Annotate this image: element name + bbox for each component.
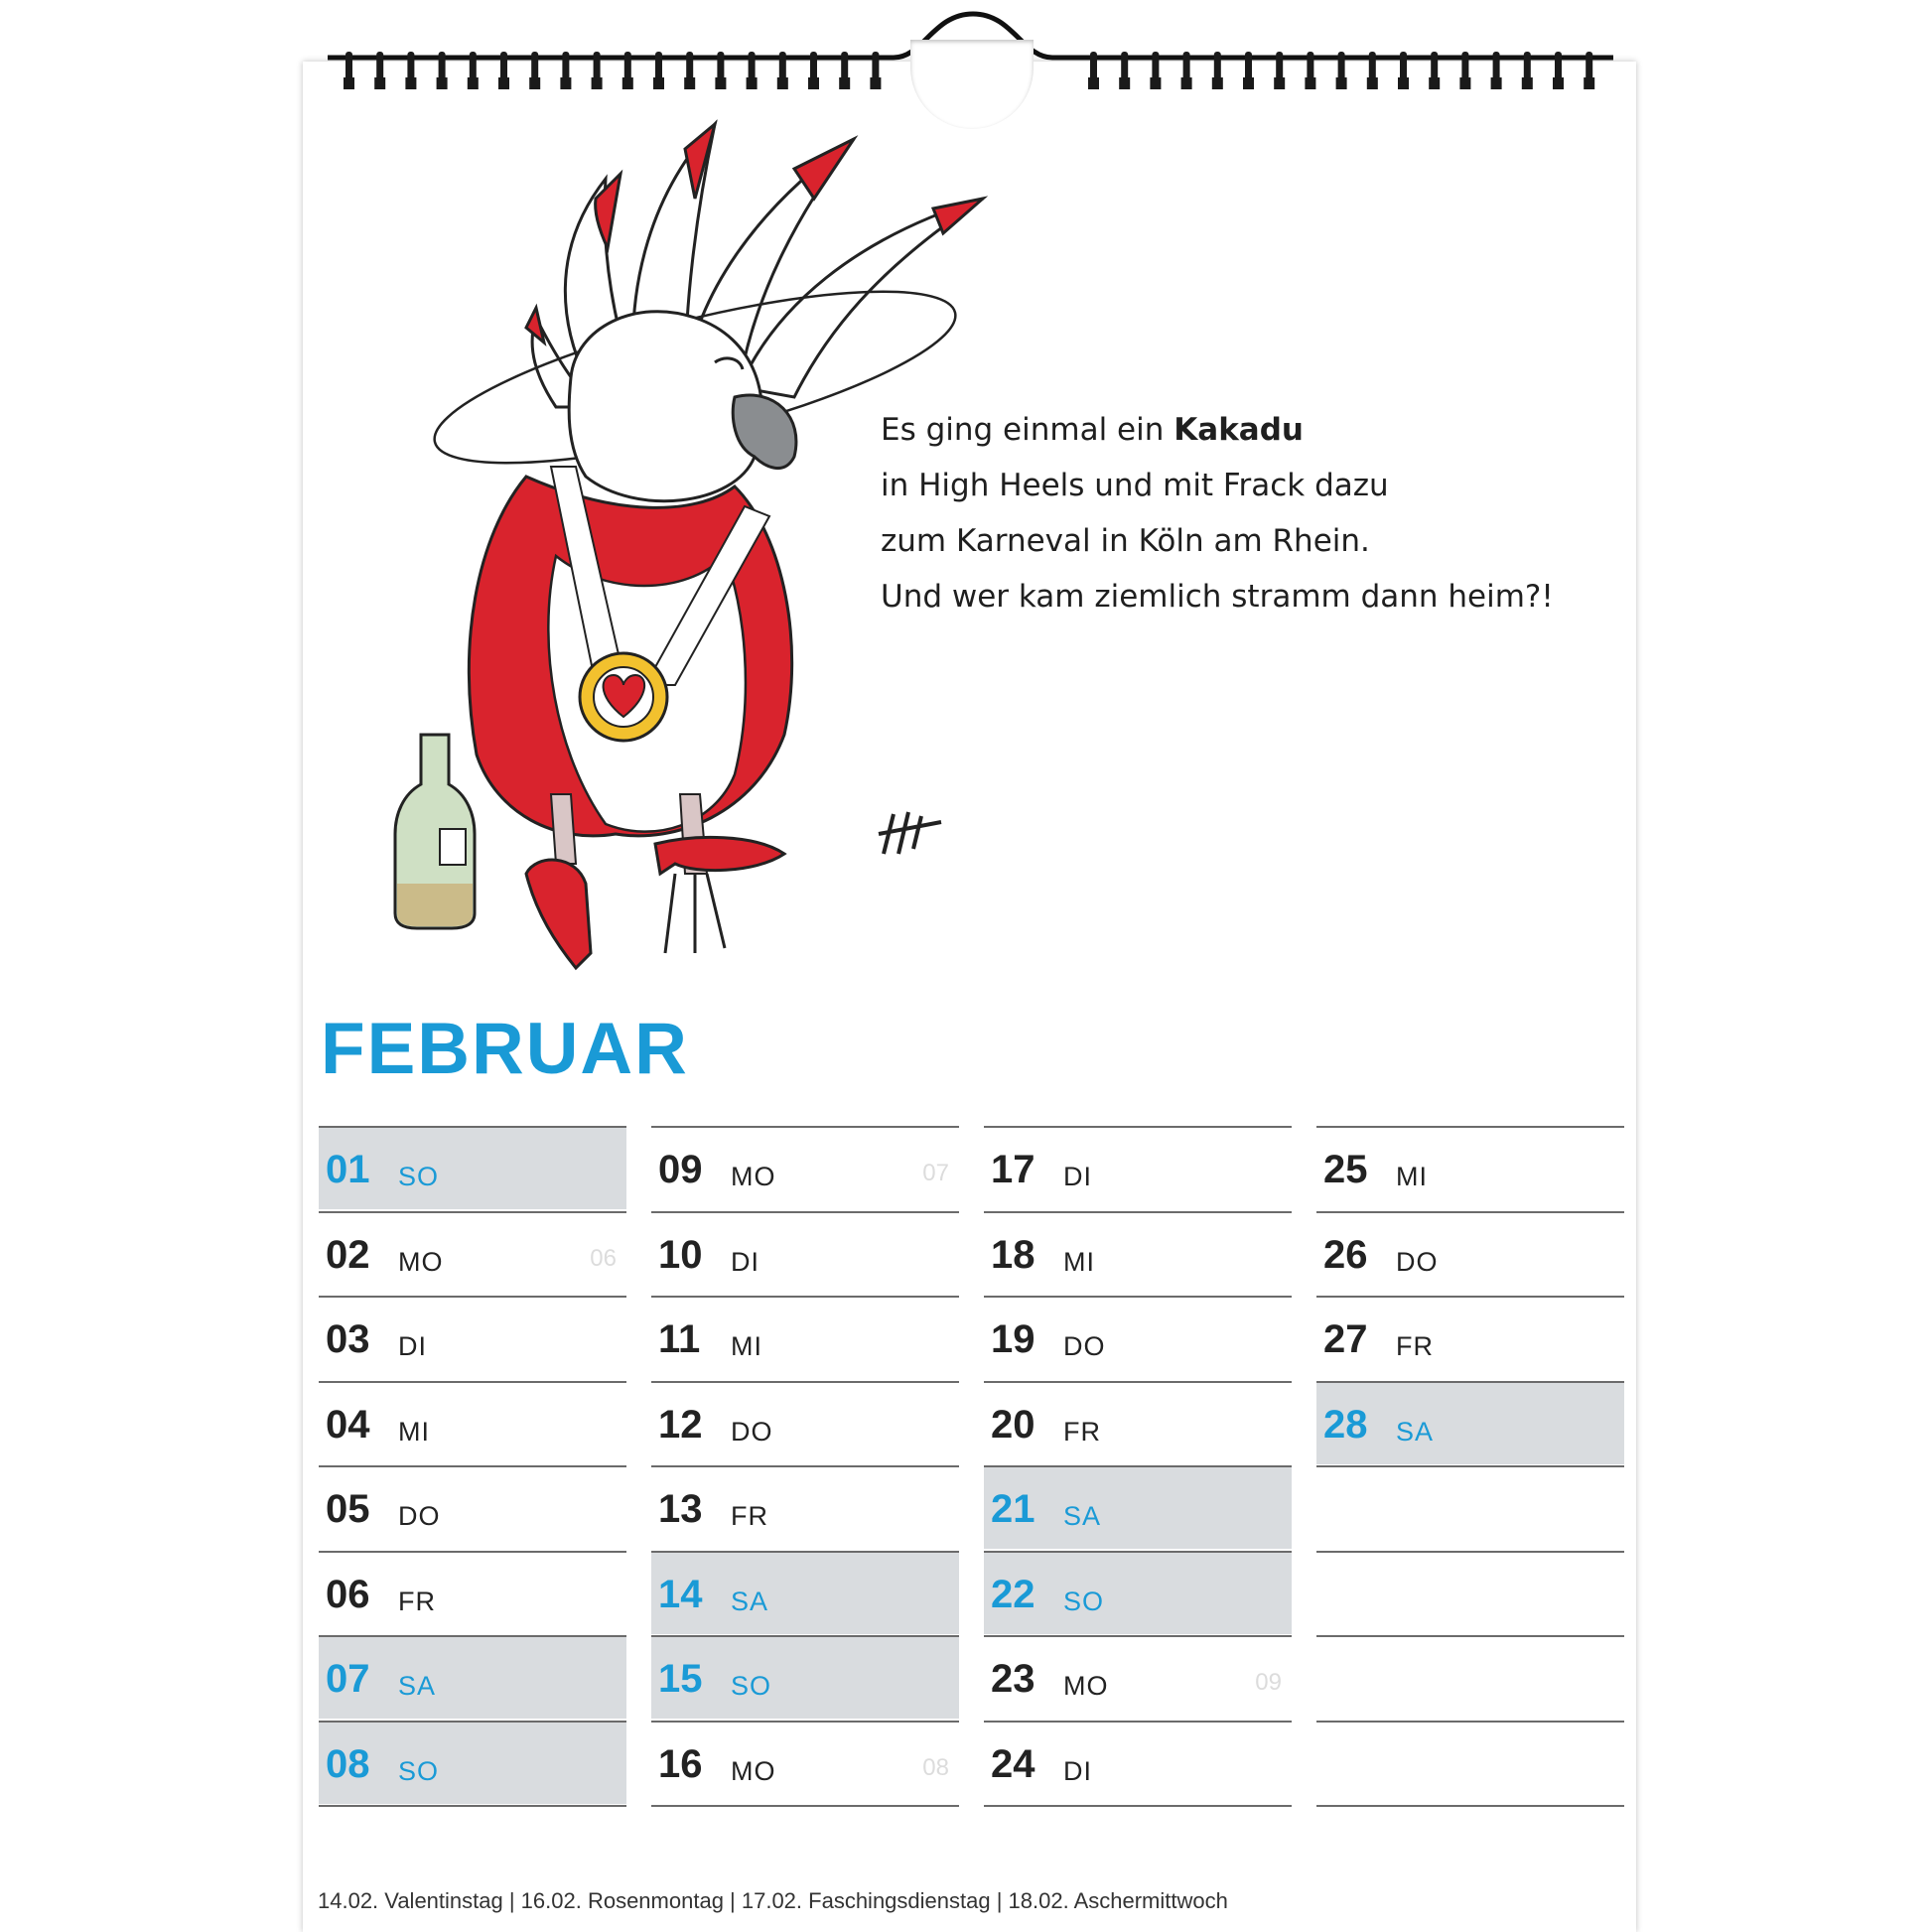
week-number: 08 bbox=[922, 1753, 949, 1781]
day-number: 01 bbox=[326, 1148, 370, 1191]
weekday-label: SO bbox=[1063, 1586, 1105, 1616]
day-cell-03 bbox=[319, 1296, 626, 1379]
day-cell-14 bbox=[651, 1551, 959, 1634]
weekday-label: FR bbox=[1396, 1331, 1434, 1361]
day-cell-15 bbox=[651, 1635, 959, 1719]
day-number: 03 bbox=[326, 1317, 370, 1361]
poem-line-3: zum Karneval in Köln am Rhein. bbox=[881, 523, 1370, 559]
day-number: 22 bbox=[991, 1572, 1035, 1616]
week-number: 06 bbox=[590, 1244, 617, 1272]
weekday-label: SA bbox=[731, 1586, 769, 1616]
poem-line-4: Und wer kam ziemlich stramm dann heim?! bbox=[881, 579, 1554, 615]
day-number: 07 bbox=[326, 1657, 370, 1701]
holiday-footer: 14.02. Valentinstag | 16.02. Rosenmontag | 17.02. Faschingsdienstag | 18.02. Aschermittwoch bbox=[318, 1888, 1228, 1913]
poem-line-1: Es ging einmal ein Kakadu bbox=[881, 412, 1304, 448]
day-number: 27 bbox=[1323, 1317, 1368, 1361]
day-number: 12 bbox=[658, 1402, 703, 1447]
day-cell-19 bbox=[984, 1296, 1292, 1379]
day-cell-27 bbox=[1316, 1296, 1624, 1379]
day-cell-22 bbox=[984, 1551, 1292, 1634]
day-number: 06 bbox=[326, 1572, 370, 1616]
weekday-label: FR bbox=[731, 1501, 768, 1531]
grid-bottom-rule bbox=[319, 1805, 626, 1807]
grid-bottom-rule bbox=[984, 1805, 1292, 1807]
day-cell-20 bbox=[984, 1381, 1292, 1464]
day-number: 13 bbox=[658, 1487, 703, 1531]
weekday-label: MI bbox=[1396, 1162, 1428, 1191]
weekday-label: DI bbox=[1063, 1755, 1092, 1786]
day-cell-09 bbox=[651, 1126, 959, 1209]
day-number: 18 bbox=[991, 1232, 1035, 1277]
day-number: 09 bbox=[658, 1148, 703, 1191]
day-number: 23 bbox=[991, 1657, 1035, 1701]
day-cell-23 bbox=[984, 1635, 1292, 1719]
month-title: FEBRUAR bbox=[321, 1009, 689, 1089]
day-number: 11 bbox=[658, 1317, 701, 1361]
day-number: 05 bbox=[326, 1487, 370, 1531]
day-cell-05 bbox=[319, 1465, 626, 1549]
weekday-label: DO bbox=[1063, 1331, 1106, 1361]
weekday-label: FR bbox=[1063, 1416, 1101, 1447]
weekday-label: SA bbox=[1396, 1416, 1435, 1447]
weekday-label: MI bbox=[398, 1416, 430, 1447]
day-cell-26 bbox=[1316, 1211, 1624, 1295]
weekday-label: MO bbox=[398, 1246, 444, 1277]
day-cell-07 bbox=[319, 1635, 626, 1719]
grid-bottom-rule bbox=[651, 1805, 959, 1807]
weekday-label: DI bbox=[1063, 1162, 1092, 1191]
weekday-label: DO bbox=[398, 1501, 441, 1531]
day-cell-18 bbox=[984, 1211, 1292, 1295]
weekday-label: DI bbox=[731, 1246, 759, 1277]
day-number: 24 bbox=[991, 1741, 1035, 1786]
weekday-label: SA bbox=[398, 1671, 437, 1701]
weekday-label: FR bbox=[398, 1586, 436, 1616]
day-cell-25 bbox=[1316, 1126, 1624, 1209]
day-cell-17 bbox=[984, 1126, 1292, 1209]
weekday-label: DI bbox=[398, 1331, 427, 1361]
weekday-label: MO bbox=[1063, 1671, 1109, 1701]
empty-day-cell bbox=[1316, 1465, 1624, 1549]
empty-day-cell bbox=[1316, 1721, 1624, 1804]
day-number: 17 bbox=[991, 1148, 1035, 1191]
weekday-label: DO bbox=[731, 1416, 773, 1447]
day-cell-11 bbox=[651, 1296, 959, 1379]
week-number: 07 bbox=[922, 1160, 949, 1186]
weekday-label: SA bbox=[1063, 1501, 1102, 1531]
day-number: 16 bbox=[658, 1741, 703, 1786]
poem bbox=[881, 402, 1554, 624]
day-cell-02 bbox=[319, 1211, 626, 1295]
grid-bottom-rule bbox=[1316, 1805, 1624, 1807]
day-number: 28 bbox=[1323, 1402, 1368, 1447]
day-cell-04 bbox=[319, 1381, 626, 1464]
weekday-label: MI bbox=[1063, 1246, 1095, 1277]
day-cell-10 bbox=[651, 1211, 959, 1295]
day-number: 20 bbox=[991, 1402, 1035, 1447]
day-number: 19 bbox=[991, 1317, 1035, 1361]
day-number: 08 bbox=[326, 1741, 370, 1786]
weekday-label: MO bbox=[731, 1162, 776, 1191]
day-number: 10 bbox=[658, 1232, 703, 1277]
weekday-label: MI bbox=[731, 1331, 762, 1361]
day-number: 21 bbox=[991, 1487, 1035, 1531]
weekday-label: DO bbox=[1396, 1246, 1439, 1277]
empty-day-cell bbox=[1316, 1635, 1624, 1719]
day-number: 14 bbox=[658, 1572, 703, 1616]
empty-day-cell bbox=[1316, 1551, 1624, 1634]
day-cell-24 bbox=[984, 1721, 1292, 1804]
day-cell-28 bbox=[1316, 1381, 1624, 1464]
weekday-label: SO bbox=[398, 1755, 440, 1786]
day-cell-08 bbox=[319, 1721, 626, 1804]
weekday-label: MO bbox=[731, 1755, 776, 1786]
day-cell-16 bbox=[651, 1721, 959, 1804]
day-number: 02 bbox=[326, 1232, 370, 1277]
day-cell-12 bbox=[651, 1381, 959, 1464]
day-number: 25 bbox=[1323, 1148, 1368, 1191]
day-cell-21 bbox=[984, 1465, 1292, 1549]
weekday-label: SO bbox=[731, 1671, 772, 1701]
day-cell-01 bbox=[319, 1126, 626, 1209]
poem-bold-word: Kakadu bbox=[1173, 412, 1304, 448]
poem-line-2: in High Heels und mit Frack dazu bbox=[881, 468, 1389, 503]
weekday-label: SO bbox=[398, 1162, 440, 1191]
day-number: 04 bbox=[326, 1402, 370, 1447]
day-number: 26 bbox=[1323, 1232, 1368, 1277]
day-cell-06 bbox=[319, 1551, 626, 1634]
week-number: 09 bbox=[1255, 1669, 1282, 1696]
day-number: 15 bbox=[658, 1657, 703, 1701]
day-cell-13 bbox=[651, 1465, 959, 1549]
